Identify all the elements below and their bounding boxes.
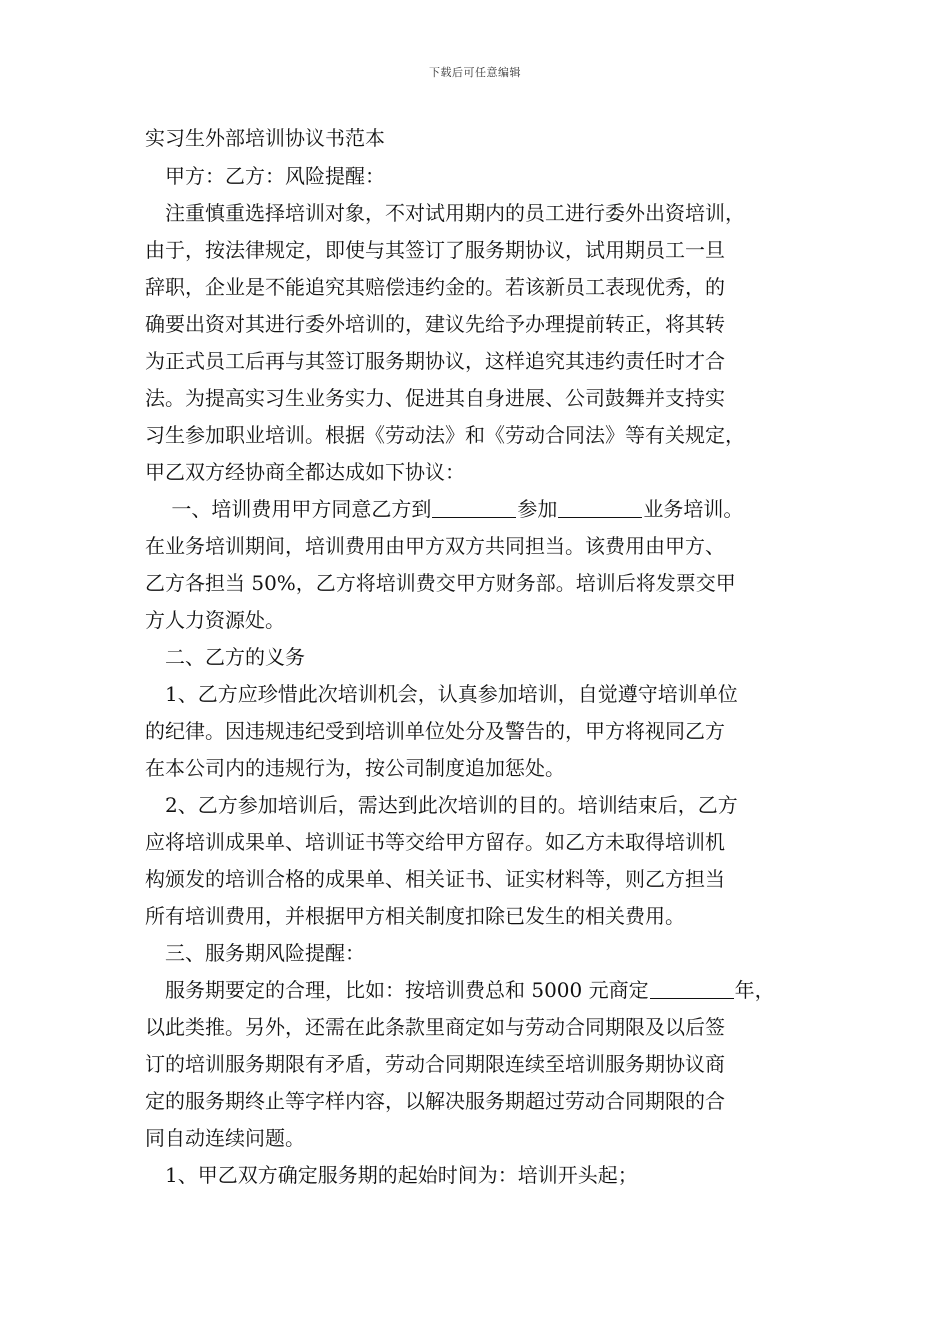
document-line: 在本公司内的违规行为，按公司制度追加惩处。 — [145, 756, 565, 780]
document-line: 同自动连续问题。 — [145, 1126, 305, 1150]
document-line: 由于，按法律规定，即使与其签订了服务期协议，试用期员工一旦 — [145, 238, 725, 262]
document-line: 的纪律。因违规违纪受到培训单位处分及警告的，甲方将视同乙方 — [145, 719, 725, 743]
document-line: 习生参加职业培训。根据《劳动法》和《劳动合同法》等有关规定， — [145, 423, 745, 447]
document-line: 1、乙方应珍惜此次培训机会，认真参加培训，自觉遵守培训单位 — [145, 682, 738, 706]
document-line: 服务期要定的合理，比如：按培训费总和 5000 元商定 年， — [145, 978, 775, 1002]
document-line: 定的服务期终止等字样内容，以解决服务期超过劳动合同期限的合 — [145, 1089, 725, 1113]
document-line: 订的培训服务期限有矛盾，劳动合同期限连续至培训服务期协议商 — [145, 1052, 725, 1076]
fill-in-blank — [650, 978, 734, 999]
document-line: 甲方：乙方：风险提醒： — [145, 164, 385, 188]
page-header: 下载后可任意编辑 — [429, 66, 521, 79]
document-line: 2、乙方参加培训后，需达到此次培训的目的。培训结束后，乙方 — [145, 793, 738, 817]
document-line: 确要出资对其进行委外培训的，建议先给予办理提前转正，将其转 — [145, 312, 725, 336]
document-line: 注重慎重选择培训对象，不对试用期内的员工进行委外出资培训， — [145, 201, 745, 225]
document-line: 二、乙方的义务 — [145, 645, 305, 669]
document-title: 实习生外部培训协议书范本 — [145, 126, 385, 150]
document-body — [145, 120, 815, 1194]
fill-in-blank — [432, 497, 516, 518]
document-line: 以此类推。另外，还需在此条款里商定如与劳动合同期限及以后签 — [145, 1015, 725, 1039]
document-line: 应将培训成果单、培训证书等交给甲方留存。如乙方未取得培训机 — [145, 830, 725, 854]
document-line: 一、培训费用甲方同意乙方到 参加 业务培训。 — [145, 497, 744, 521]
document-line: 乙方各担当 50%，乙方将培训费交甲方财务部。培训后将发票交甲 — [145, 571, 736, 595]
document-line: 法。为提高实习生业务实力、促进其自身进展、公司鼓舞并支持实 — [145, 386, 725, 410]
document-line: 辞职，企业是不能追究其赔偿违约金的。若该新员工表现优秀，的 — [145, 275, 725, 299]
document-line: 在业务培训期间，培训费用由甲方双方共同担当。该费用由甲方、 — [145, 534, 725, 558]
document-line: 方人力资源处。 — [145, 608, 285, 632]
fill-in-blank — [558, 497, 642, 518]
document-line: 为正式员工后再与其签订服务期协议，这样追究其违约责任时才合 — [145, 349, 725, 373]
document-line: 三、服务期风险提醒： — [145, 941, 365, 965]
document-line: 甲乙双方经协商全都达成如下协议： — [145, 460, 465, 484]
document-line: 构颁发的培训合格的成果单、相关证书、证实材料等，则乙方担当 — [145, 867, 725, 891]
document-line: 所有培训费用，并根据甲方相关制度扣除已发生的相关费用。 — [145, 904, 685, 928]
document-line: 1、甲乙双方确定服务期的起始时间为：培训开头起； — [145, 1163, 638, 1187]
